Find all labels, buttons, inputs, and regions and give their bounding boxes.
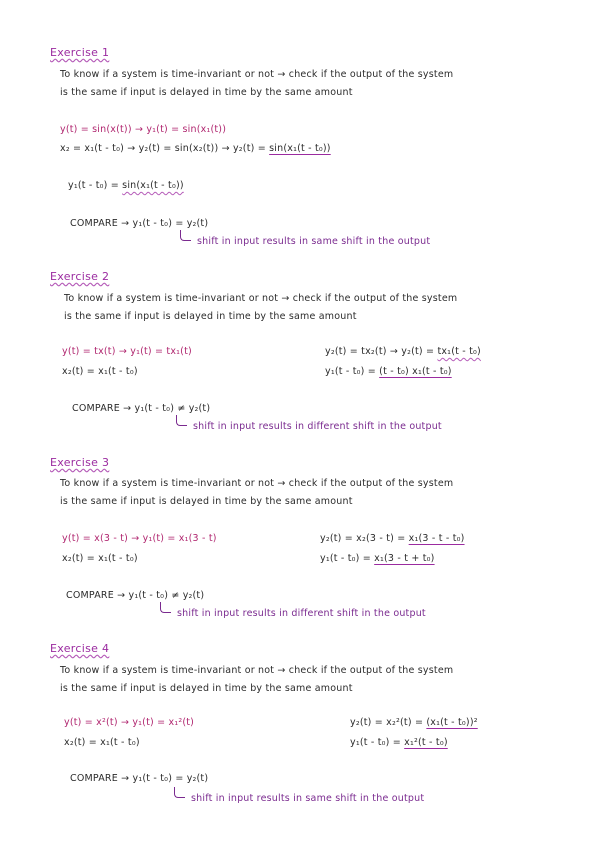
compare-row: COMPARE → y₁(t - t₀) = y₂(t) (70, 218, 209, 229)
hook-arrow-icon (174, 787, 185, 798)
equation-row-1: y(t) = x(3 - t) → y₁(t) = x₁(3 - t) (62, 533, 217, 544)
highlighted-result: sin(x₁(t - t₀)) (269, 143, 331, 154)
equation-row-1: y(t) = sin(x(t)) → y₁(t) = sin(x₁(t)) (60, 124, 227, 135)
highlighted-result: x₁(3 - t + t₀) (374, 553, 435, 564)
intro-text (60, 66, 453, 101)
equation-row-2 (60, 143, 331, 154)
highlighted-result: x₁²(t - t₀) (404, 737, 448, 748)
right-row-2 (325, 366, 452, 377)
conclusion-note (160, 605, 426, 619)
intro-text (60, 475, 453, 510)
equation-row-2: x₂(t) = x₁(t - t₀) (62, 366, 138, 377)
equation-text: y₁(t - t₀) = (68, 180, 123, 191)
exercise-title: Exercise 2 (50, 270, 110, 283)
equation-text: y₁(t - t₀) = (325, 366, 380, 377)
intro-text (64, 290, 457, 325)
exercise-title: Exercise 1 (50, 46, 110, 59)
equation-row-2: x₂(t) = x₁(t - t₀) (64, 737, 140, 748)
intro-line-1: To know if a system is time-invariant or not → check if the output of the system (60, 69, 454, 80)
equation-text: x₂ = x₁(t - t₀) → y₂(t) = sin(x₂(t)) → y₂(t) = (60, 143, 270, 154)
exercise-title: Exercise 3 (50, 456, 110, 469)
conclusion-text: shift in input results in different shift in the output (177, 608, 426, 619)
compare-row: COMPARE → y₁(t - t₀) ≠ y₂(t) (72, 403, 211, 414)
intro-text (60, 662, 453, 697)
highlighted-result: (x₁(t - t₀))² (426, 717, 478, 728)
conclusion-text: shift in input results in same shift in the output (197, 236, 431, 247)
equation-text: y₁(t - t₀) = (350, 737, 405, 748)
equation-row-1: y(t) = x²(t) → y₁(t) = x₁²(t) (64, 717, 195, 728)
delayed-output-row (68, 180, 184, 191)
right-row-1 (325, 346, 481, 357)
conclusion-text: shift in input results in same shift in the output (191, 793, 425, 804)
compare-row: COMPARE → y₁(t - t₀) ≠ y₂(t) (66, 590, 205, 601)
compare-row: COMPARE → y₁(t - t₀) = y₂(t) (70, 773, 209, 784)
conclusion-note (180, 233, 430, 247)
intro-line-1: To know if a system is time-invariant or not → check if the output of the system (60, 478, 454, 489)
hook-arrow-icon (180, 230, 191, 241)
highlighted-result: sin(x₁(t - t₀)) (122, 180, 184, 191)
intro-line-1: To know if a system is time-invariant or not → check if the output of the system (60, 665, 454, 676)
highlighted-result: tx₁(t - t₀) (437, 346, 481, 357)
intro-line-2: is the same if input is delayed in time by the same amount (60, 495, 353, 507)
right-row-2 (320, 553, 435, 564)
conclusion-note (176, 418, 442, 432)
equation-text: y₂(t) = tx₂(t) → y₂(t) = (325, 346, 438, 357)
intro-line-1: To know if a system is time-invariant or not → check if the output of the system (64, 293, 458, 304)
hook-arrow-icon (160, 602, 171, 613)
hook-arrow-icon (176, 415, 187, 426)
equation-text: y₂(t) = x₂(3 - t) = (320, 533, 409, 544)
equation-text: y₁(t - t₀) = (320, 553, 375, 564)
intro-line-2: is the same if input is delayed in time by the same amount (64, 310, 357, 322)
intro-line-2: is the same if input is delayed in time by the same amount (60, 682, 353, 694)
highlighted-result: x₁(3 - t - t₀) (408, 533, 465, 544)
right-row-2 (350, 737, 448, 748)
right-row-1 (350, 717, 478, 728)
highlighted-result: (t - t₀) x₁(t - t₀) (379, 366, 452, 377)
exercise-title: Exercise 4 (50, 642, 110, 655)
equation-row-2: x₂(t) = x₁(t - t₀) (62, 553, 138, 564)
intro-line-2: is the same if input is delayed in time by the same amount (60, 86, 353, 98)
equation-row-1: y(t) = tx(t) → y₁(t) = tx₁(t) (62, 346, 192, 357)
right-row-1 (320, 533, 465, 544)
conclusion-note (174, 790, 424, 804)
equation-text: y₂(t) = x₂²(t) = (350, 717, 427, 728)
conclusion-text: shift in input results in different shift in the output (193, 421, 442, 432)
